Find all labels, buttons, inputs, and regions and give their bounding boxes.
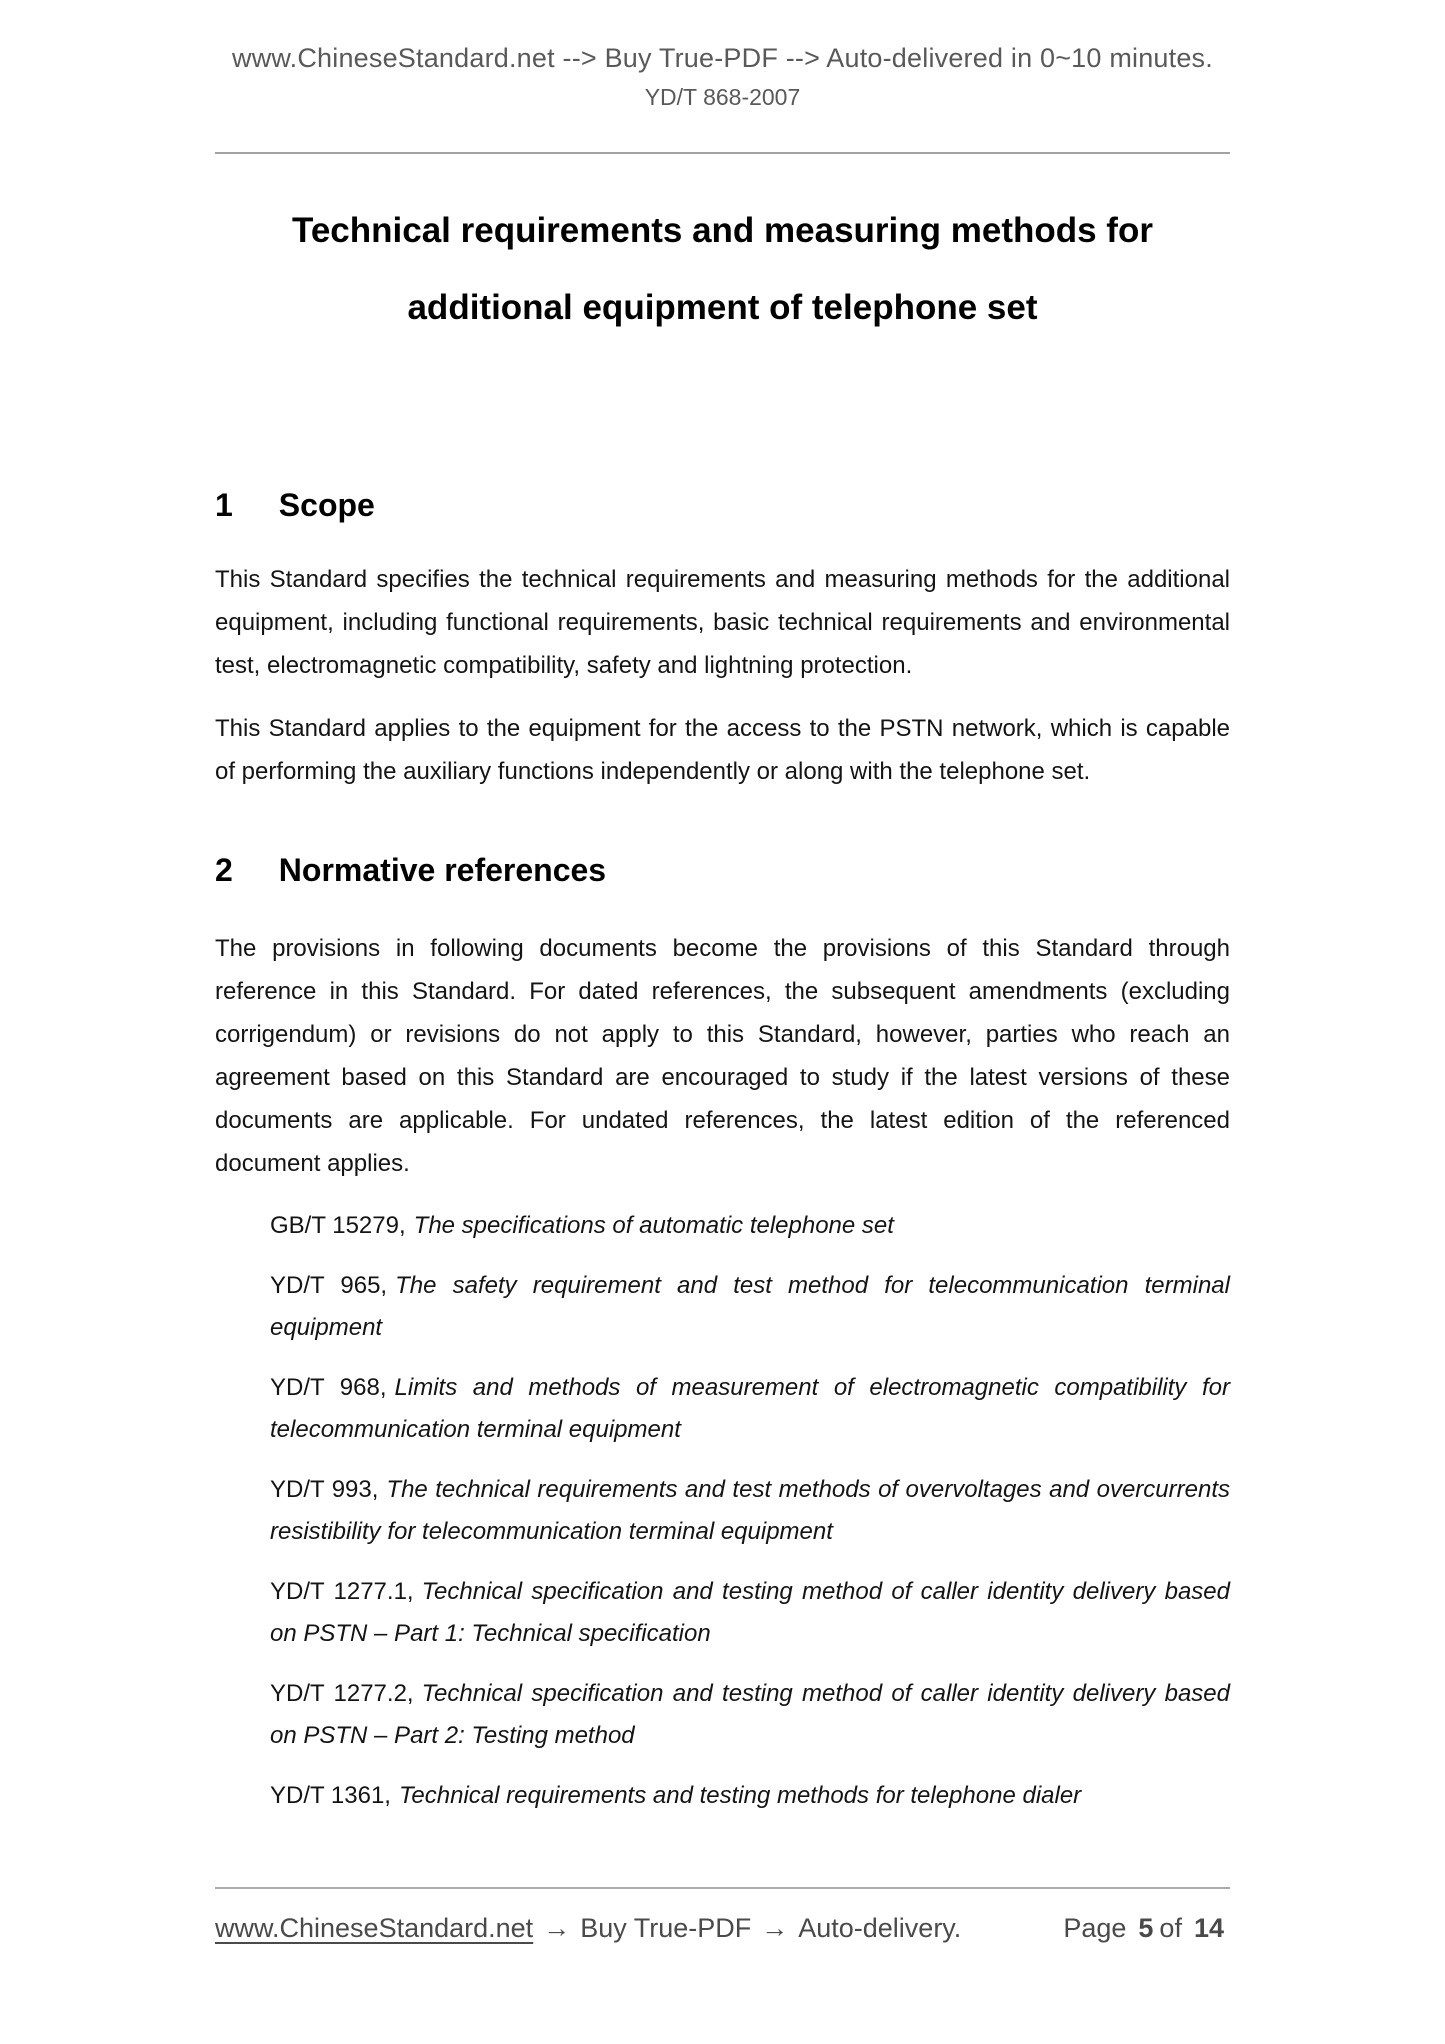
section-title: Normative references: [278, 852, 607, 888]
reference-list: [215, 1205, 1230, 1817]
reference-item: [270, 1469, 1230, 1553]
section-number: 1: [215, 487, 233, 523]
total-page-number: 14: [1193, 1913, 1224, 1943]
footer-page-indicator: [1063, 1913, 1230, 1944]
reference-title: The specifications of automatic telephone set: [413, 1212, 894, 1239]
page-label: Page: [1063, 1913, 1127, 1943]
reference-code: YD/T 993,: [270, 1476, 379, 1503]
reference-item: [270, 1265, 1230, 1349]
reference-title: The technical requirements and test methods of overvoltages and overcurrents resistibility for telecommunication terminal equipment: [270, 1476, 1230, 1545]
section-number: 2: [215, 852, 233, 888]
arrow-right-icon: →: [543, 1913, 571, 1943]
reference-item: [270, 1673, 1230, 1757]
document-title-line-1: Technical requirements and measuring methods for: [292, 211, 1153, 250]
reference-code: GB/T 15279,: [270, 1212, 406, 1239]
reference-code: YD/T 1361,: [270, 1782, 391, 1809]
reference-title: Technical specification and testing method of caller identity delivery based on PSTN – Part 2: Testing method: [270, 1680, 1230, 1749]
current-page-number: 5: [1138, 1913, 1154, 1943]
reference-item: [270, 1775, 1230, 1817]
footer-buy-label: Buy True-PDF: [580, 1913, 752, 1943]
page-footer: [215, 1887, 1230, 1944]
arrow-right-icon: →: [761, 1913, 789, 1943]
reference-title: The safety requirement and test method for telecommunication terminal equipment: [270, 1272, 1230, 1341]
document-title: [215, 192, 1230, 346]
header-tagline: www.ChineseStandard.net --> Buy True-PDF --> Auto-delivered in 0~10 minutes.: [232, 43, 1213, 73]
reference-item: [270, 1367, 1230, 1451]
reference-code: YD/T 965,: [270, 1272, 388, 1299]
reference-title: Technical specification and testing method of caller identity delivery based on PSTN – Part 1: Technical specification: [270, 1578, 1230, 1647]
paragraph: This Standard applies to the equipment for the access to the PSTN network, which is capable of performing the auxiliary functions independently or along with the telephone set.: [215, 715, 1230, 785]
reference-item: [270, 1205, 1230, 1247]
footer-left: [215, 1913, 961, 1944]
reference-code: YD/T 1277.2,: [270, 1680, 414, 1707]
paragraph: This Standard specifies the technical requirements and measuring methods for the additional equipment, including functional requirements, basic technical requirements and environmental test, electromagnetic compatibility, safety and lightning protection.: [215, 566, 1230, 679]
reference-item: [270, 1571, 1230, 1655]
of-label: of: [1159, 1913, 1182, 1943]
reference-title: Limits and methods of measurement of electromagnetic compatibility for telecommunication terminal equipment: [270, 1374, 1230, 1443]
section-heading: [215, 486, 1230, 524]
header-standard-code: YD/T 868-2007: [644, 84, 801, 110]
header-divider: [215, 152, 1230, 154]
section-title: Scope: [278, 487, 375, 523]
footer-delivery-label: Auto-delivery.: [798, 1913, 962, 1943]
reference-code: YD/T 968,: [270, 1374, 387, 1401]
section-heading: [215, 851, 1230, 889]
paragraph: The provisions in following documents become the provisions of this Standard through reference in this Standard. For dated references, the subsequent amendments (excluding corrigendum) or revisions do not apply to this Standard, however, parties who reach an agreement based on this Standard are encouraged to study if the latest versions of these documents are applicable. For undated references, the latest edition of the referenced document applies.: [215, 935, 1230, 1177]
section-scope: [215, 486, 1230, 793]
reference-code: YD/T 1277.1,: [270, 1578, 414, 1605]
footer-site-link[interactable]: www.ChineseStandard.net: [215, 1913, 534, 1943]
document-title-line-2: additional equipment of telephone set: [407, 288, 1038, 327]
section-normative-references: [215, 851, 1230, 1817]
page-header: [215, 42, 1230, 154]
reference-title: Technical requirements and testing methods for telephone dialer: [398, 1782, 1082, 1809]
